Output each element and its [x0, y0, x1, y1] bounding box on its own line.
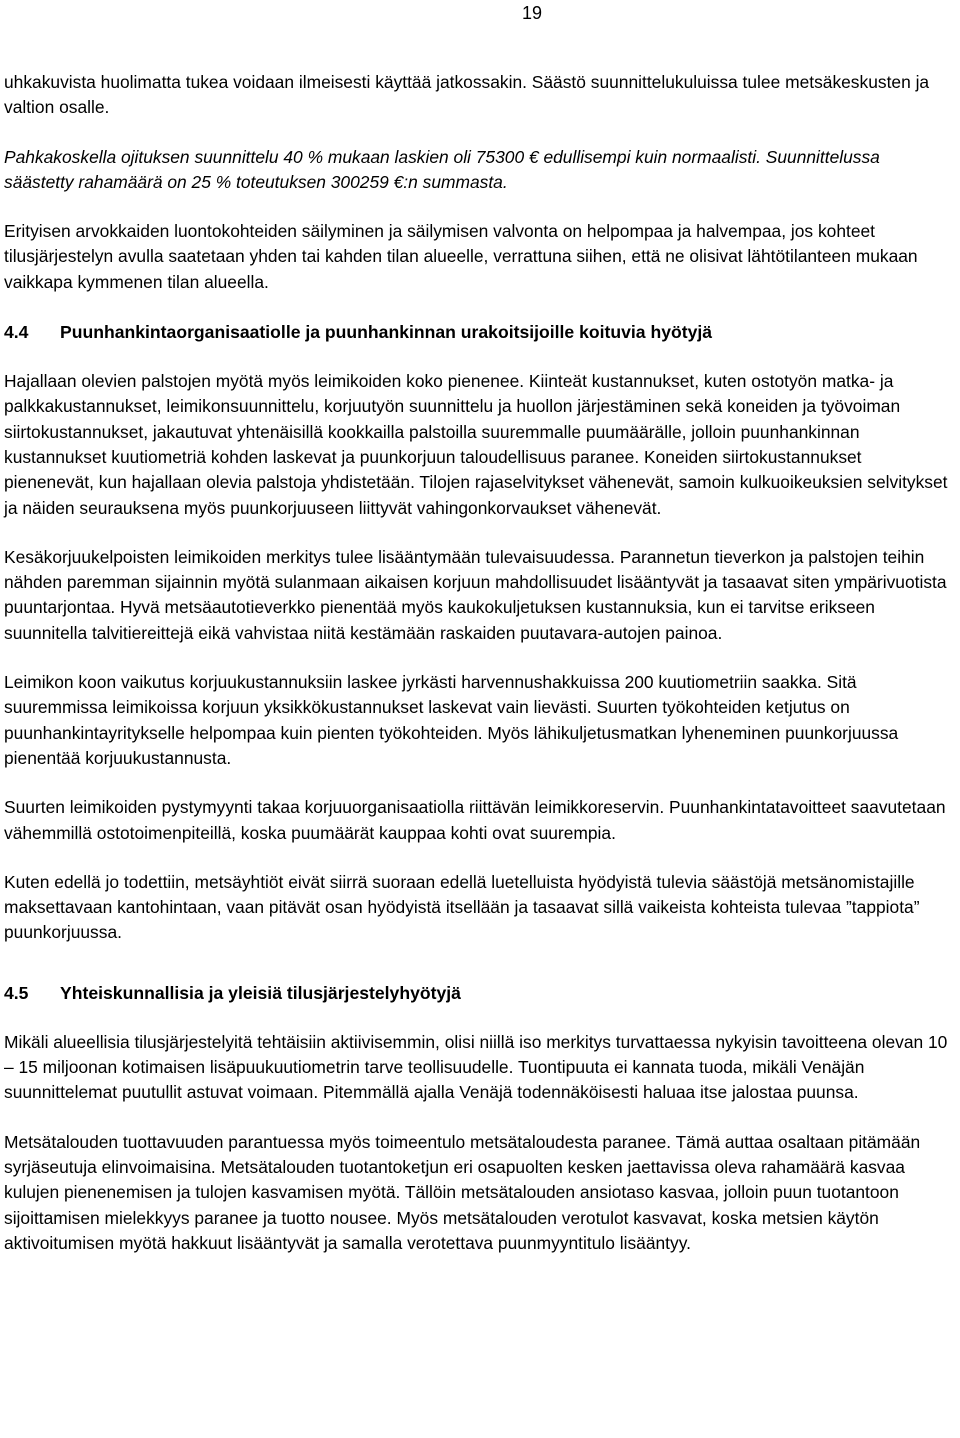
paragraph-1: uhkakuvista huolimatta tukea voidaan ilmeisesti käyttää jatkossakin. Säästö suunnittelukuluissa tulee metsäkeskusten ja valtion osalle. [4, 72, 930, 118]
paragraph-4: Hajallaan olevien palstojen myötä myös leimikoiden koko pienenee. Kiinteät kustannukset, kuten ostotyön matka- ja palkkakustannukset, leimikonsuunnittelu, korjuutyön suunnittelu ja huollon järjestäminen sekä koneiden ja työvoiman siirtokustannukset, jakautuvat yhtenäisillä kookkailla palstoilla suuremmalle puumäärälle, jolloin puunhankinnan kustannukset kuutiometriä kohden laskevat ja puunkorjuun taloudellisuus paranee. Koneiden siirtokustannukset pienenevät, kun hajallaan olevia palstoja yhdistetään. Tilojen rajaselvitykset vähenevät, samoin kulkuoikeuksien selvitykset ja näiden seurauksena myös puunkorjuuseen liittyvät vahingonkorvaukset vähenevät. [4, 371, 948, 518]
paragraph-6: Leimikon koon vaikutus korjuukustannuksiin laskee jyrkästi harvennushakkuissa 200 kuutiometriin saakka. Sitä suuremmissa leimikoissa korjuun yksikkökustannukset laskevat vain lievästi. Suurten työkohteiden ketjutus on puunhankintayritykselle helpompaa kuin pienten työkohteiden. Myös lähikuljetusmatkan lyheneminen puunkorjuussa pienentää korjuukustannusta. [4, 672, 899, 768]
paragraph-8: Kuten edellä jo todettiin, metsäyhtiöt eivät siirrä suoraan edellä luetelluista hyödyistä tulevia säästöjä metsänomistajille maksettavaan kantohintaan, vaan pitävät osan hyödyistä itsellään ja tasaavat sillä vaikeista kohteista tulevaa ”tappiota” puunkorjuussa. [4, 871, 920, 943]
paragraph-10: Metsätalouden tuottavuuden parantuessa myös toimeentulo metsätaloudesta paranee. Tämä auttaa osaltaan pitämään syrjäseutuja elinvoimaisina. Metsätalouden tuotantoketjun eri osapuolten kesken jaettavissa oleva rahamäärä kasvaa kulujen pienenemisen ja tulojen kasvamisen myötä. Tällöin metsätalouden ansiotaso kasvaa, jolloin puun tuotantoon sijoittamisen mielekkyys paranee ja tuotto nousee. Myös metsätalouden verotulot kasvavat, koska metsien käytön aktivoitumisen myötä hakkuut lisääntyvät ja samalla verotettava puunmyyntitulo lisääntyy. [4, 1131, 921, 1253]
section-heading-4-4 [4, 319, 952, 345]
section-number: 4.4 [4, 322, 29, 343]
paragraph-5: Kesäkorjuukelpoisten leimikoiden merkitys tulee lisääntymään tulevaisuudessa. Parannetun tieverkon ja palstojen teihin nähden paremman sijainnin myötä sulanmaan aikaisen korjuun mahdollisuudet lisääntyvät ja tasaavat siten ympärivuotista puuntarjontaa. Hyvä metsäautotieverkko pienentää myös kaukokuljetuksen kustannuksia, kun ei tarvitse erikseen suunnitella talvitiereittejä eikä vahvistaa niitä kestämään raskaiden puutavara-autojen painoa. [4, 546, 947, 643]
page-number: 19 [521, 3, 542, 23]
spacer [4, 970, 952, 980]
paragraph-7: Suurten leimikoiden pystymyynti takaa korjuuorganisaatiolla riittävän leimikkoreservin. Puunhankintatavoitteet saavutetaan vähemmillä ostotoimenpiteillä, koska puumäärät kauppaa kohti ovat suurempia. [4, 797, 946, 843]
section-title: Puunhankintaorganisaatiolle ja puunhankinnan urakoitsijoille koituvia hyötyjä [60, 322, 713, 343]
section-title: Yhteiskunnallisia ja yleisiä tilusjärjestelyhyötyjä [60, 982, 461, 1003]
document-body [4, 70, 952, 1280]
section-number: 4.5 [4, 982, 29, 1003]
paragraph-2: Pahkakoskella ojituksen suunnittelu 40 % mukaan laskien oli 75300 € edullisempi kuin normaalisti. Suunnittelussa säästetty rahamäärä on 25 % toteutuksen 300259 €:n summasta. [4, 146, 880, 192]
section-heading-4-5 [4, 980, 952, 1006]
paragraph-3: Erityisen arvokkaiden luontokohteiden säilyminen ja säilymisen valvonta on helpompaa ja halvempaa, jos kohteet tilusjärjestelyn avulla saatetaan yhden tai kahden tilan alueelle, verrattuna siihen, että ne olisivat lähtötilanteen mukaan vaikkapa kymmenen tilan alueella. [4, 221, 918, 292]
paragraph-9: Mikäli alueellisia tilusjärjestelyitä tehtäisiin aktiivisemmin, olisi niillä iso merkitys turvattaessa nykyisin tavoitteena olevan 10 – 15 miljoonan kotimaisen lisäpuukuutiometrin tarve teollisuudelle. Tuontipuuta ei kannata tuoda, mikäli Venäjän suunnittelemat puutullit astuvat voimaan. Pitemmällä ajalla Venäjä todennäköisesti haluaa itse jalostaa puunsa. [4, 1031, 948, 1103]
